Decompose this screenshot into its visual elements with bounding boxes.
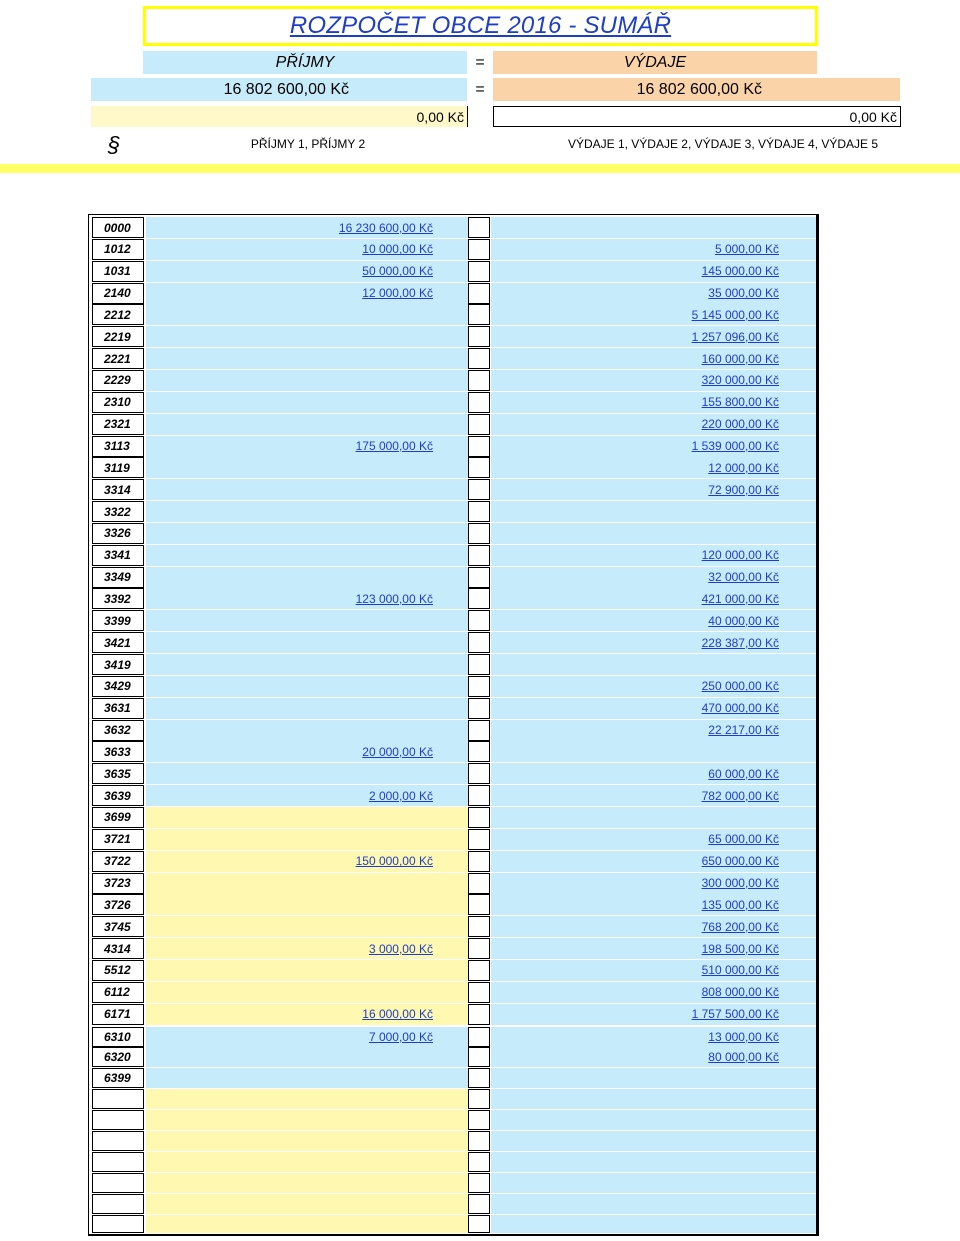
vydaje-cell[interactable] [491,283,816,304]
separator-cell [468,894,490,915]
vydaje-cell[interactable] [491,1110,816,1130]
paragraph-code: 2229 [92,370,144,391]
prijmy-cell[interactable] [146,654,468,675]
prijmy-cell[interactable] [146,894,468,915]
paragraph-code: 6310 [92,1027,144,1047]
prijmy-cell[interactable] [146,720,468,741]
separator-cell [468,567,490,588]
table-row [92,720,816,741]
paragraph-code[interactable] [92,1215,144,1233]
paragraph-code: 3399 [92,610,144,631]
vydaje-cell[interactable] [491,698,816,719]
paragraph-code[interactable] [92,1173,144,1193]
paragraph-code: 3421 [92,632,144,653]
prijmy-cell[interactable] [146,1110,468,1130]
table-row [92,916,816,937]
empty-row [92,1152,816,1172]
table-row [92,938,816,959]
separator-cell [468,545,490,566]
vydaje-amount[interactable]: 40 000,00 Kč [708,613,779,628]
vydaje-cell[interactable] [491,370,816,391]
separator-cell [468,261,490,282]
paragraph-code: 3119 [92,457,144,478]
vydaje-cell[interactable] [491,1027,816,1047]
prijmy-cell[interactable] [146,545,468,566]
prijmy-cell[interactable] [146,1194,468,1214]
prijmy-cell[interactable] [146,807,468,828]
vydaje-amount[interactable]: 72 900,00 Kč [708,482,779,497]
table-row [92,785,816,806]
vydaje-cell[interactable] [491,807,816,828]
separator-cell [468,523,490,544]
paragraph-code: 3419 [92,654,144,675]
separator-cell [468,304,490,325]
paragraph-code: 5512 [92,960,144,981]
separator-cell [468,960,490,981]
prijmy-amount[interactable]: 150 000,00 Kč [355,854,433,869]
prijmy-label: PŘÍJMY [143,51,467,74]
vydaje-cell[interactable] [491,523,816,544]
page-title: ROZPOČET OBCE 2016 - SUMÁŘ [289,12,672,39]
table-row [92,851,816,872]
prijmy-amount[interactable]: 20 000,00 Kč [362,744,433,759]
table-row [92,763,816,784]
prijmy-cell[interactable] [146,1068,468,1088]
paragraph-code: 3322 [92,501,144,522]
prijmy-cell[interactable] [146,1152,468,1172]
paragraph-icon: § [108,132,121,157]
separator-cell [468,720,490,741]
separator-cell [468,588,490,609]
vydaje-amount[interactable]: 135 000,00 Kč [701,897,779,912]
vydaje-cell[interactable] [491,545,816,566]
prijmy-amount[interactable]: 2 000,00 Kč [368,788,433,803]
vydaje-cell[interactable] [491,851,816,872]
table-row [92,392,816,413]
vydaje-cell[interactable] [491,785,816,806]
vydaje-amount[interactable]: 5 000,00 Kč [714,242,779,257]
prijmy-cell[interactable] [146,326,468,347]
empty-row [92,1194,816,1214]
separator-cell [468,982,490,1003]
paragraph-code: 3726 [92,894,144,915]
vydaje-cell[interactable] [491,894,816,915]
prijmy-cell[interactable] [146,873,468,894]
paragraph-code[interactable] [92,1089,144,1109]
vydaje-cell[interactable] [491,632,816,653]
vydaje-amount[interactable]: 228 387,00 Kč [701,635,779,650]
vydaje-cell[interactable] [491,982,816,1003]
vydaje-cell[interactable] [491,1131,816,1151]
vydaje-cell[interactable] [491,873,816,894]
table-row [92,873,816,894]
paragraph-code: 2140 [92,283,144,304]
paragraph-code: 3639 [92,785,144,806]
vydaje-cell[interactable] [491,960,816,981]
vydaje-amount[interactable]: 160 000,00 Kč [701,351,779,366]
paragraph-code: 1012 [92,239,144,260]
table-row [92,654,816,675]
vydaje-total[interactable]: 16 802 600,00 Kč [493,78,900,101]
prijmy-cell[interactable] [146,457,468,478]
prijmy-amount[interactable]: 123 000,00 Kč [355,591,433,606]
vydaje-cell[interactable] [491,261,816,282]
vydaje-amount[interactable]: 198 500,00 Kč [701,941,779,956]
separator-cell [468,938,490,959]
table-row [92,414,816,435]
prijmy-cell[interactable] [146,392,468,413]
vydaje-cell[interactable] [491,217,816,238]
vydaje-amount[interactable]: 155 800,00 Kč [701,395,779,410]
separator-cell [468,501,490,522]
table-row [92,436,816,457]
prijmy-amount[interactable]: 7 000,00 Kč [368,1030,433,1044]
prijmy-cell[interactable] [146,414,468,435]
paragraph-code: 3349 [92,567,144,588]
prijmy-amount[interactable]: 175 000,00 Kč [355,439,433,453]
vydaje-amount[interactable]: 510 000,00 Kč [701,963,779,978]
vydaje-amount[interactable]: 13 000,00 Kč [708,1030,779,1044]
table-row [92,698,816,719]
vydaje-cell[interactable] [491,1152,816,1172]
empty-row [92,1110,816,1130]
prijmy-cell[interactable] [146,370,468,391]
vydaje-cell[interactable] [491,436,816,457]
paragraph-code: 3723 [92,873,144,894]
prijmy-cell[interactable] [146,348,468,369]
prijmy-cell[interactable] [146,698,468,719]
separator-cell [468,348,490,369]
table-row [92,261,816,282]
prijmy-cell[interactable] [146,982,468,1003]
prijmy-cell[interactable] [146,479,468,500]
paragraph-code: 2212 [92,304,144,325]
vydaje-amount[interactable]: 808 000,00 Kč [701,985,779,1000]
separator-cell [468,370,490,391]
table-row [92,676,816,697]
prijmy-cell[interactable] [146,239,468,260]
prijmy-cell[interactable] [146,763,468,784]
paragraph-code: 0000 [92,217,144,238]
separator-cell [468,763,490,784]
separator-cell [468,1152,490,1172]
separator-cell [468,632,490,653]
paragraph-code: 3721 [92,829,144,850]
table-row [92,283,816,304]
prijmy-cell[interactable] [146,1004,468,1025]
prijmy-cell[interactable] [146,1131,468,1151]
vydaje-cell[interactable] [491,414,816,435]
empty-row [92,1089,816,1109]
table-row [92,829,816,850]
separator-cell [468,283,490,304]
separator-cell [468,610,490,631]
prijmy-cell[interactable] [146,1215,468,1233]
separator-cell [468,1004,490,1025]
paragraph-code: 3631 [92,698,144,719]
paragraph-code: 2310 [92,392,144,413]
prijmy-amount[interactable]: 50 000,00 Kč [362,264,433,279]
paragraph-code: 2221 [92,348,144,369]
separator-cell [468,829,490,850]
table-row [92,217,816,238]
paragraph-code: 6112 [92,982,144,1003]
vydaje-amount[interactable]: 220 000,00 Kč [701,417,779,432]
vydaje-cell[interactable] [491,348,816,369]
vydaje-amount[interactable]: 782 000,00 Kč [701,788,779,803]
table-row [92,1004,816,1025]
vydaje-amount[interactable]: 421 000,00 Kč [701,591,779,606]
separator-cell [468,436,490,457]
paragraph-code: 3314 [92,479,144,500]
separator-cell [468,1089,490,1109]
paragraph-code: 4314 [92,938,144,959]
vydaje-cell[interactable] [491,392,816,413]
separator-cell [468,741,490,762]
separator-cell [468,654,490,675]
separator-cell [468,1194,490,1214]
vydaje-cell[interactable] [491,720,816,741]
table-row [92,239,816,260]
prijmy-cell[interactable] [146,501,468,522]
vydaje-cell[interactable] [491,1068,816,1088]
prijmy-cell[interactable] [146,785,468,806]
prijmy-cell[interactable] [146,916,468,937]
vydaje-cell[interactable] [491,1089,816,1109]
prijmy-cell[interactable] [146,523,468,544]
paragraph-code: 6399 [92,1068,144,1088]
separator-cell [468,851,490,872]
separator-cell [468,457,490,478]
vydaje-amount[interactable]: 1 757 500,00 Kč [691,1007,779,1022]
vydaje-amount[interactable]: 60 000,00 Kč [708,766,779,781]
separator-cell [468,414,490,435]
table-row [92,741,816,762]
vydaje-cell[interactable] [491,326,816,347]
separator-cell [468,239,490,260]
prijmy-cell[interactable] [146,741,468,762]
vydaje-cell[interactable] [491,1004,816,1025]
separator-cell [468,676,490,697]
vydaje-cell[interactable] [491,763,816,784]
vydaje-amount[interactable]: 145 000,00 Kč [701,264,779,279]
table-row [92,501,816,522]
paragraph-code: 3633 [92,741,144,762]
vydaje-amount[interactable]: 120 000,00 Kč [701,548,779,563]
table-row [92,588,816,609]
vydaje-cell[interactable] [491,1173,816,1193]
empty-row [92,1173,816,1193]
vydaje-amount[interactable]: 80 000,00 Kč [708,1050,779,1064]
table-row [92,479,816,500]
table-row [92,370,816,391]
vydaje-amount[interactable]: 35 000,00 Kč [708,286,779,301]
paragraph-code[interactable] [92,1194,144,1214]
prijmy-cell[interactable] [146,829,468,850]
separator-cell [468,807,490,828]
empty-row [92,1131,816,1151]
paragraph-code: 6320 [92,1047,144,1067]
vydaje-cell[interactable] [491,676,816,697]
separator-cell [468,1131,490,1151]
prijmy-cell[interactable] [146,436,468,457]
prijmy-cell[interactable] [146,1047,468,1067]
vydaje-amount[interactable]: 12 000,00 Kč [708,460,779,475]
prijmy-cell[interactable] [146,1089,468,1109]
paragraph-code: 6171 [92,1004,144,1025]
table-row [92,326,816,347]
vydaje-cell[interactable] [491,1215,816,1233]
separator-cell [468,479,490,500]
prijmy-amount[interactable]: 16 230 600,00 Kč [338,220,433,235]
separator-cell [468,1047,490,1067]
section-divider [0,164,960,173]
prijmy-cell[interactable] [146,938,468,959]
prijmy-cell[interactable] [146,960,468,981]
vydaje-cell[interactable] [491,239,816,260]
vydaje-cell[interactable] [491,610,816,631]
title-box [143,6,818,46]
vydaje-cell[interactable] [491,567,816,588]
vydaje-amount[interactable]: 300 000,00 Kč [701,876,779,890]
vydaje-amount[interactable]: 320 000,00 Kč [701,373,779,388]
paragraph-code: 3429 [92,676,144,697]
vydaje-amount[interactable]: 5 145 000,00 Kč [691,307,779,322]
paragraph-code: 3745 [92,916,144,937]
paragraph-code: 3326 [92,523,144,544]
prijmy-amount[interactable]: 10 000,00 Kč [362,242,433,257]
vydaje-amount[interactable]: 470 000,00 Kč [701,701,779,716]
paragraph-code: 3722 [92,851,144,872]
vydaje-amount[interactable]: 768 200,00 Kč [701,919,779,934]
vydaje-cell[interactable] [491,501,816,522]
table-row [92,304,816,325]
vydaje-amount[interactable]: 32 000,00 Kč [708,570,779,585]
prijmy-amount[interactable]: 12 000,00 Kč [362,286,433,301]
prijmy-difference[interactable]: 0,00 Kč [91,106,468,127]
prijmy-cell[interactable] [146,1173,468,1193]
table-row [92,610,816,631]
prijmy-cell[interactable] [146,567,468,588]
vydaje-amount[interactable]: 22 217,00 Kč [708,723,779,738]
prijmy-cell[interactable] [146,304,468,325]
vydaje-cell[interactable] [491,588,816,609]
paragraph-code[interactable] [92,1131,144,1151]
vydaje-cell[interactable] [491,1194,816,1214]
paragraph-code[interactable] [92,1152,144,1172]
table-row [92,1068,816,1088]
empty-row [92,1215,816,1233]
vydaje-amount[interactable]: 1 257 096,00 Kč [691,329,779,344]
vydaje-sources: VÝDAJE 1, VÝDAJE 2, VÝDAJE 3, VÝDAJE 4, VÝDAJE 5 [567,137,879,151]
paragraph-code: 3341 [92,545,144,566]
table-row [92,457,816,478]
paragraph-code: 2321 [92,414,144,435]
separator-cell [468,698,490,719]
vydaje-amount[interactable]: 650 000,00 Kč [701,854,779,869]
vydaje-label: VÝDAJE [493,51,817,74]
paragraph-code: 2219 [92,326,144,347]
vydaje-cell[interactable] [491,741,816,762]
separator-cell [468,1110,490,1130]
equals-sign: = [475,80,485,98]
table-row [92,545,816,566]
prijmy-cell[interactable] [146,283,468,304]
paragraph-code: 3113 [92,436,144,457]
table-row [92,960,816,981]
prijmy-amount[interactable]: 3 000,00 Kč [368,941,433,956]
paragraph-code: 3699 [92,807,144,828]
table-row [92,982,816,1003]
prijmy-total[interactable]: 16 802 600,00 Kč [91,78,467,101]
table-row [92,1027,816,1047]
table-row [92,807,816,828]
prijmy-cell[interactable] [146,632,468,653]
paragraph-code: 1031 [92,261,144,282]
separator-cell [468,1068,490,1088]
table-row [92,894,816,915]
separator-cell [468,217,490,238]
table-row [92,632,816,653]
prijmy-cell[interactable] [146,588,468,609]
separator-cell [468,916,490,937]
vydaje-cell[interactable] [491,916,816,937]
prijmy-cell[interactable] [146,610,468,631]
paragraph-code: 3632 [92,720,144,741]
vydaje-cell[interactable] [491,829,816,850]
prijmy-cell[interactable] [146,851,468,872]
separator-cell [468,873,490,894]
table-row [92,348,816,369]
vydaje-amount[interactable]: 65 000,00 Kč [708,832,779,847]
paragraph-code[interactable] [92,1110,144,1130]
table-row [92,567,816,588]
paragraph-code: 3635 [92,763,144,784]
separator-cell [468,1215,490,1233]
prijmy-cell[interactable] [146,676,468,697]
prijmy-cell[interactable] [146,1027,468,1047]
vydaje-amount[interactable]: 250 000,00 Kč [701,679,779,694]
vydaje-difference[interactable]: 0,00 Kč [493,106,901,127]
equals-sign: = [475,53,485,71]
vydaje-cell[interactable] [491,1047,816,1067]
paragraph-code: 3392 [92,588,144,609]
prijmy-cell[interactable] [146,261,468,282]
vydaje-cell[interactable] [491,457,816,478]
separator-cell [468,1027,490,1047]
vydaje-cell[interactable] [491,479,816,500]
separator-cell [468,326,490,347]
separator-cell [468,392,490,413]
separator-cell [468,1173,490,1193]
prijmy-sources: PŘÍJMY 1, PŘÍJMY 2 [250,137,366,151]
vydaje-cell[interactable] [491,654,816,675]
prijmy-cell[interactable] [146,217,468,238]
separator-cell [468,785,490,806]
vydaje-amount[interactable]: 1 539 000,00 Kč [691,439,779,453]
vydaje-cell[interactable] [491,938,816,959]
vydaje-cell[interactable] [491,304,816,325]
prijmy-amount[interactable]: 16 000,00 Kč [362,1007,433,1022]
table-row [92,1047,816,1067]
table-row [92,523,816,544]
